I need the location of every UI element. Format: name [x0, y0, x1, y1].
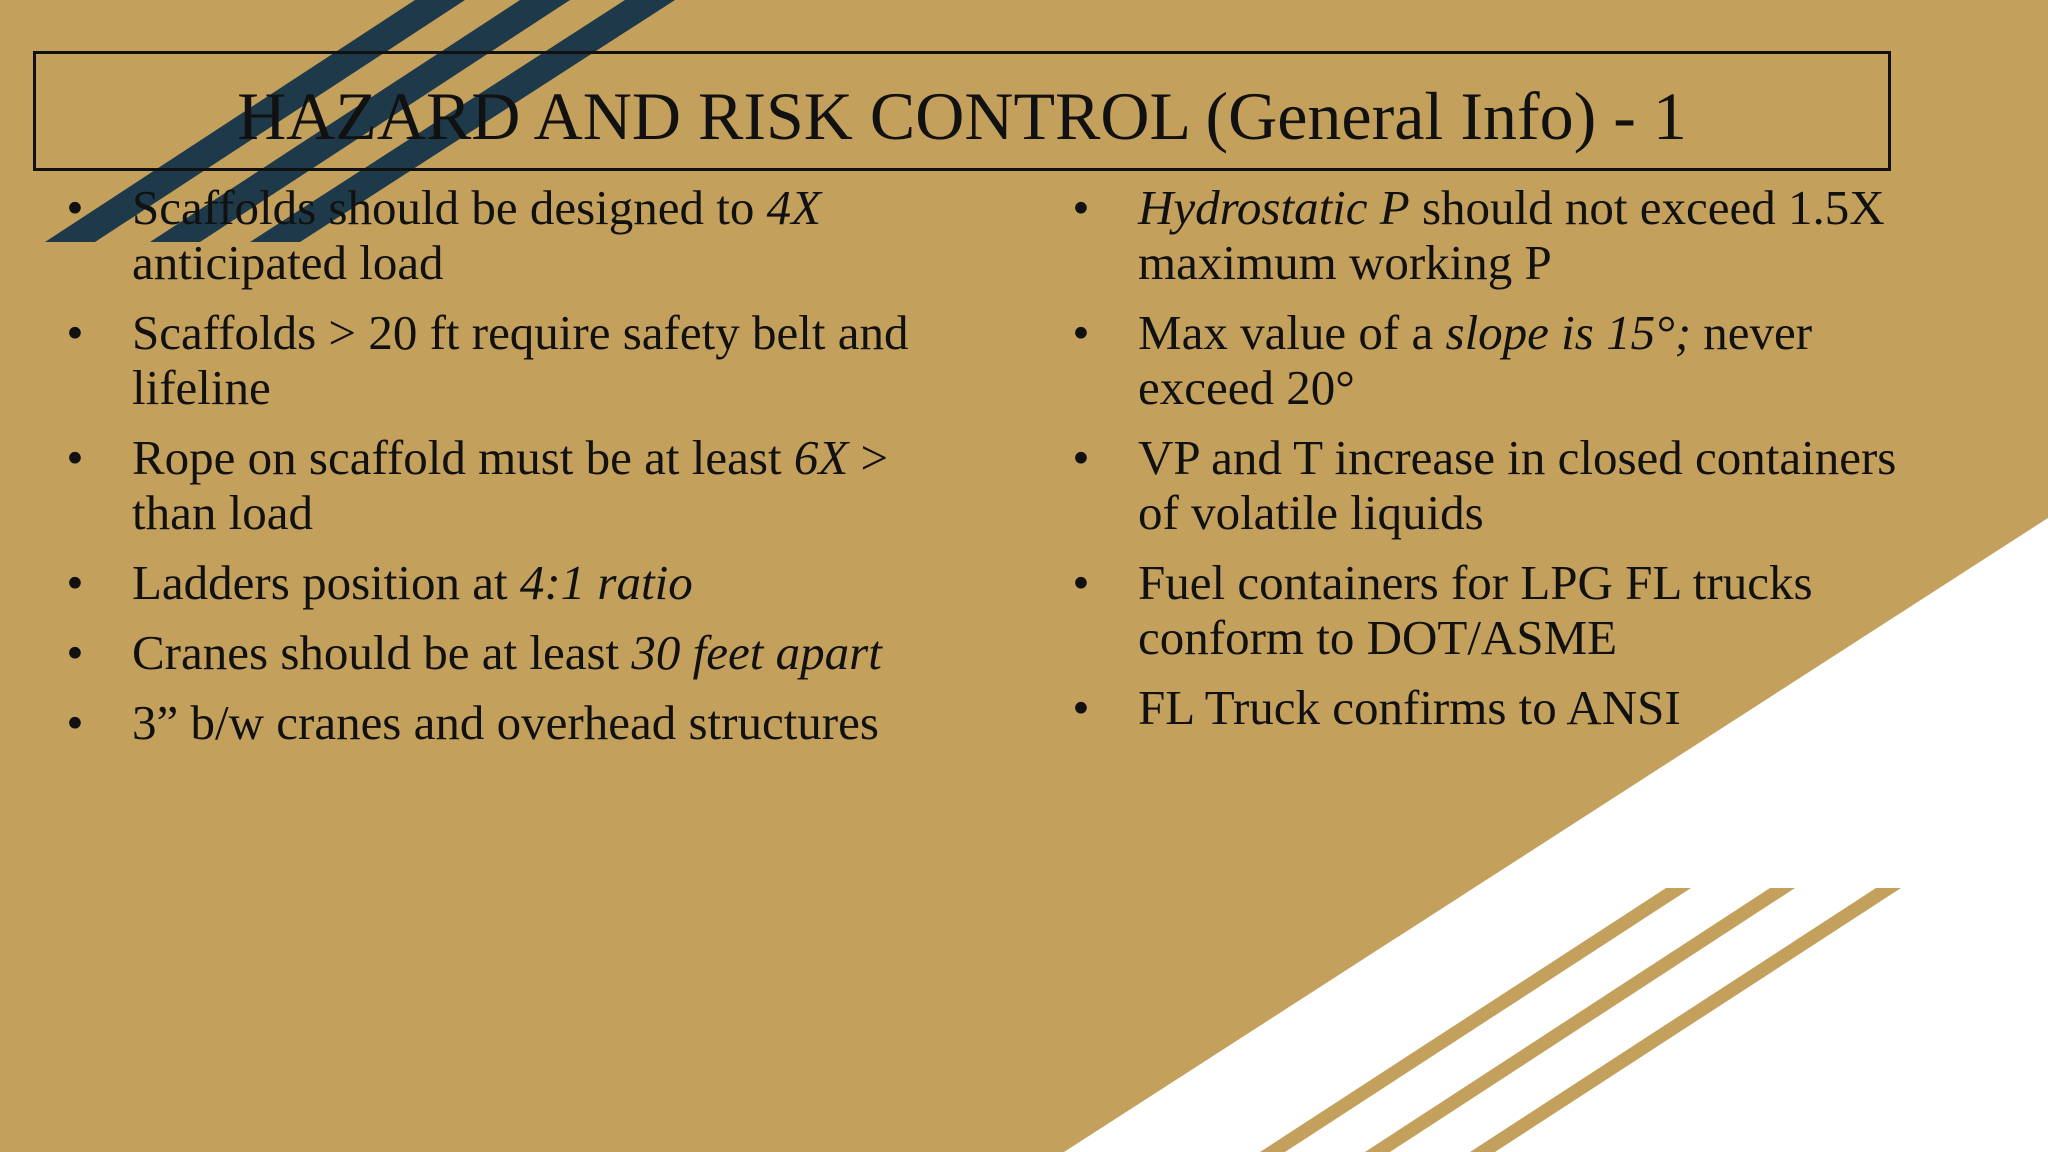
- bullet-text-italic-run: 6X: [793, 430, 849, 485]
- bullet-text-run: anticipated load: [132, 235, 444, 290]
- bullet-text: [132, 695, 879, 750]
- bullet-text: [1138, 305, 1812, 415]
- bullet-marker: •: [1072, 180, 1090, 235]
- bullet-item: [1066, 180, 1926, 290]
- bullet-marker: •: [66, 180, 84, 235]
- bullet-marker: •: [66, 305, 84, 360]
- bullet-item: [1066, 305, 1926, 415]
- bullet-text: [132, 180, 821, 290]
- bullet-text: [1138, 430, 1896, 540]
- bullet-text-run: Scaffolds should be designed to: [132, 180, 767, 235]
- bullet-text: [1138, 180, 1885, 290]
- bullet-marker: •: [66, 695, 84, 750]
- bullet-text: [132, 625, 882, 680]
- bullet-marker: •: [66, 430, 84, 485]
- bullet-marker: •: [1072, 430, 1090, 485]
- bullet-text-run: FL Truck confirms to ANSI: [1138, 680, 1681, 735]
- bullet-text: [1138, 680, 1681, 735]
- bullet-text-italic-run: 30 feet apart: [631, 625, 882, 680]
- bullet-text-run: never exceed 20°: [1138, 305, 1813, 415]
- bullet-text-run: Fuel containers for LPG FL trucks conform to DOT/ASME: [1138, 555, 1813, 665]
- bullet-marker: •: [66, 555, 84, 610]
- bullet-text-run: VP and T increase in closed containers of volatile liquids: [1138, 430, 1897, 540]
- bullet-item: [1066, 555, 1926, 665]
- bullet-item: [60, 180, 980, 290]
- bullet-text-italic-run: 4:1 ratio: [519, 555, 693, 610]
- bullet-text-italic-run: Hydrostatic P: [1138, 180, 1410, 235]
- bullet-item: [1066, 430, 1926, 540]
- bullet-marker: •: [1072, 680, 1090, 735]
- bullet-item: [60, 430, 980, 540]
- bullet-text-run: should not exceed 1.5X maximum working P: [1138, 180, 1885, 290]
- bullet-text-italic-run: slope is 15°;: [1445, 305, 1692, 360]
- bullet-text-run: 3” b/w cranes and overhead structures: [132, 695, 879, 750]
- bullet-text: [1138, 555, 1813, 665]
- bullet-marker: •: [66, 625, 84, 680]
- left-bullet-list: [60, 180, 980, 765]
- bullet-item: [60, 625, 980, 680]
- bullet-text-italic-run: 4X: [766, 180, 822, 235]
- bullet-marker: •: [1072, 555, 1090, 610]
- bullet-text: [132, 430, 888, 540]
- bullet-text: [132, 555, 693, 610]
- bullet-item: [60, 305, 980, 415]
- bullet-text: [132, 305, 908, 415]
- slide-title: HAZARD AND RISK CONTROL (General Info) - 1: [237, 78, 1687, 154]
- bullet-marker: •: [1072, 305, 1090, 360]
- bullet-text-run: Scaffolds > 20 ft require safety belt and lifeline: [132, 305, 909, 415]
- bullet-text-run: Ladders position at: [132, 555, 520, 610]
- bullet-text-run: Cranes should be at least: [132, 625, 632, 680]
- bullet-text-run: Max value of a: [1138, 305, 1446, 360]
- bullet-item: [60, 555, 980, 610]
- bullet-text-run: Rope on scaffold must be at least: [132, 430, 794, 485]
- bullet-item: [60, 695, 980, 750]
- bullet-item: [1066, 680, 1926, 735]
- right-bullet-list: [1066, 180, 1926, 750]
- bullet-text-run: > than load: [132, 430, 889, 540]
